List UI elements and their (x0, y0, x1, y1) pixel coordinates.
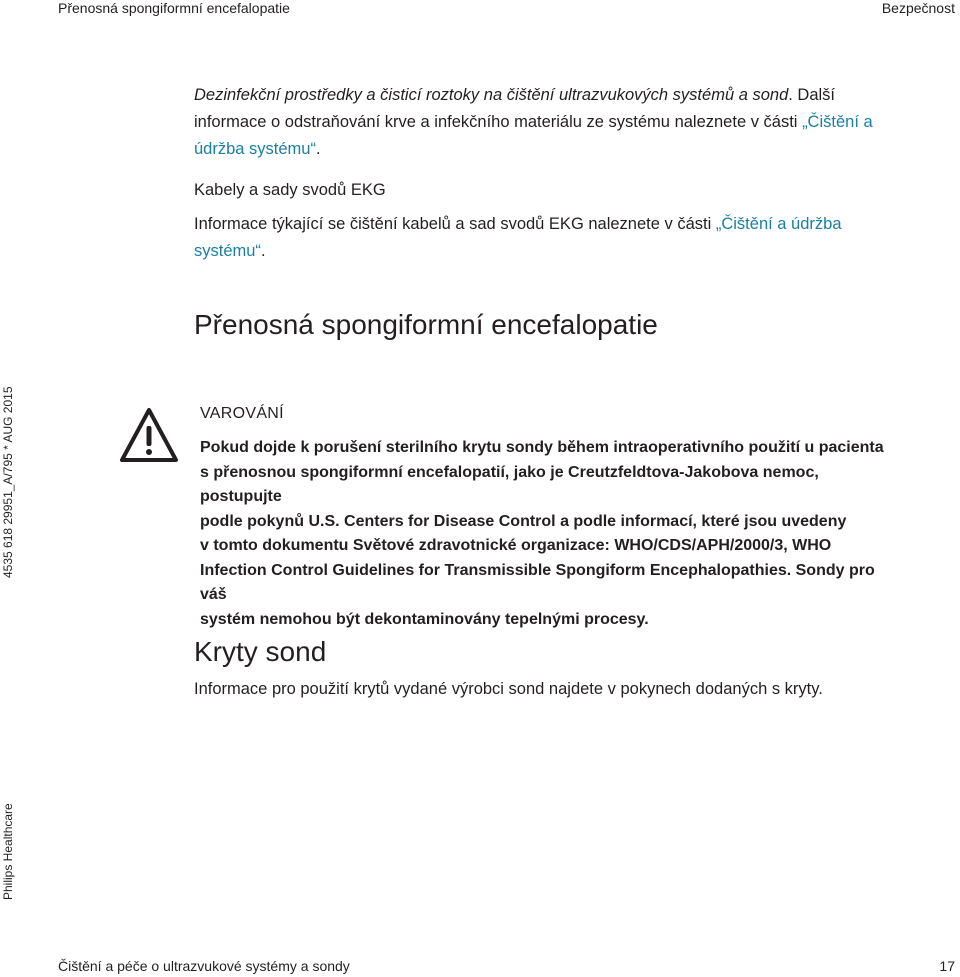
warning-triangle-icon (118, 406, 180, 466)
ekg-heading: Kabely a sady svodů EKG (194, 181, 386, 199)
warning-line: systém nemohou být dekontaminovány tepelnými procesy. (200, 610, 649, 628)
ekg-text: Informace týkající se čištění kabelů a sad svodů EKG naleznete v části (194, 215, 716, 233)
warning-line: podle pokynů U.S. Centers for Disease Control a podle informací, které jsou uvedeny (200, 512, 847, 530)
warning-line: Infection Control Guidelines for Transmissible Spongiform Encephalopathies. Sondy pro váš (200, 561, 875, 603)
running-header-right: Bezpečnost (881, 0, 955, 16)
warning-label: VAROVÁNÍ (200, 405, 284, 422)
intro-text-1: . Další (788, 86, 836, 104)
ekg-end: . (260, 242, 266, 260)
warning-text (200, 436, 900, 632)
ekg-link[interactable]: „Čištění a údržba systému“ (194, 215, 842, 260)
running-header-left: Přenosná spongiformní encefalopatie (58, 0, 290, 16)
footer-title: Čištění a péče o ultrazvukové systémy a sondy (58, 958, 350, 974)
covers-heading: Kryty sond (194, 636, 327, 667)
side-doc-number: 4535 618 29951_A/795 * AUG 2015 (1, 386, 15, 578)
covers-paragraph: Informace pro použití krytů vydané výrobci sond najdete v pokynech dodaných s kryty. (194, 680, 823, 698)
warning-line: Pokud dojde k porušení sterilního krytu sondy během intraoperativního použití u pacienta (200, 439, 884, 456)
ekg-paragraph (194, 211, 914, 265)
intro-link[interactable]: „Čištění a údržba systému“ (194, 113, 873, 158)
intro-text-2: informace o odstraňování krve a infekčního materiálu ze systému naleznete v části (194, 113, 803, 131)
warning-line: s přenosnou spongiformní encefalopatií, jako je Creutzfeldtova-Jakobova nemoc, postupujte (200, 463, 819, 505)
intro-paragraph (194, 82, 914, 163)
page-number: 17 (939, 958, 955, 974)
intro-italic-title: Dezinfekční prostředky a čisticí roztoky na čištění ultrazvukových systémů a sond (194, 86, 789, 104)
side-brand: Philips Healthcare (1, 803, 15, 900)
warning-line: v tomto dokumentu Světové zdravotnické organizace: WHO/CDS/APH/2000/3, WHO (200, 537, 832, 554)
intro-end: . (315, 140, 321, 158)
section-title: Přenosná spongiformní encefalopatie (194, 309, 658, 340)
